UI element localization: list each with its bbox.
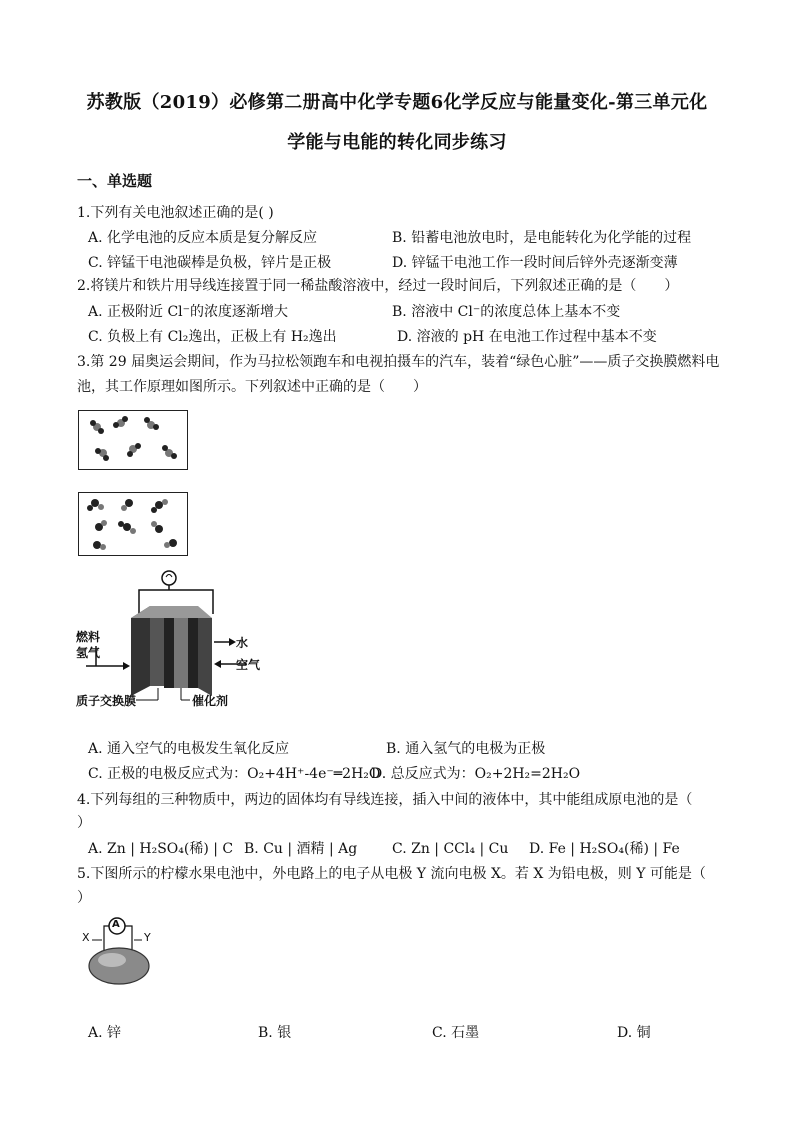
question-3-option-c: C. 正极的电极反应式为：O₂+4H⁺-4e⁻═2H₂O: [88, 766, 381, 782]
page-title-line-1: 苏教版（2019）必修第二册高中化学专题6化学反应与能量变化-第三单元化: [86, 92, 708, 113]
molecule-box-1: [78, 410, 188, 470]
question-1-stem: 1.下列有关电池叙述正确的是( ): [77, 205, 274, 221]
molecule-box-2: [78, 492, 188, 556]
molecule-diagram-2: [79, 493, 187, 555]
question-1-option-c: C. 锌锰干电池碳棒是负极，锌片是正极: [88, 255, 332, 271]
question-2-stem: 2.将镁片和铁片用导线连接置于同一稀盐酸溶液中，经过一段时间后，下列叙述正确的是（ ）: [77, 278, 679, 294]
question-5-stem-line-2: ）: [77, 890, 91, 906]
question-1-option-a: A. 化学电池的反应本质是复分解反应: [88, 230, 318, 246]
electrode-x-label: X: [82, 931, 90, 944]
page-title-line-2: 学能与电能的转化同步练习: [287, 132, 507, 153]
question-5-option-a: A. 锌: [88, 1025, 122, 1041]
lemon-battery-diagram: [82, 914, 162, 986]
question-5-option-c: C. 石墨: [432, 1025, 480, 1041]
question-2-option-d: D. 溶液的 pH 在电池工作过程中基本不变: [397, 329, 657, 345]
question-4-option-d: D. Fe | H₂SO₄(稀) | Fe: [529, 841, 680, 857]
question-5-option-b: B. 银: [258, 1025, 292, 1041]
membrane-label: 质子交换膜: [76, 694, 137, 708]
section-heading: 一、单选题: [77, 172, 153, 190]
lemon-battery-svg: [82, 914, 162, 986]
water-label: 水: [236, 636, 249, 650]
question-2-option-c: C. 负极上有 Cl₂逸出，正极上有 H₂逸出: [88, 329, 337, 345]
question-4-option-a: A. Zn | H₂SO₄(稀) | C: [88, 841, 234, 857]
fuel-cell-diagram: [76, 568, 276, 718]
question-3-option-d: D. 总反应式为：O₂+2H₂=2H₂O: [371, 766, 581, 782]
question-3-stem-line-1: 3.第 29 届奥运会期间，作为马拉松领跑车和电视拍摄车的汽车，装着“绿色心脏”——质子交换膜燃料电: [77, 354, 720, 370]
question-4-option-c: C. Zn | CCl₄ | Cu: [392, 841, 509, 857]
question-3-option-b: B. 通入氢气的电极为正极: [386, 741, 546, 757]
question-3-stem-line-2: 池，其工作原理如图所示。下列叙述中正确的是（ ）: [77, 379, 427, 395]
question-4-stem-line-2: ）: [77, 815, 91, 831]
question-5-option-d: D. 铜: [617, 1025, 651, 1041]
question-2-option-a: A. 正极附近 Cl⁻的浓度逐渐增大: [88, 304, 289, 320]
fuel-label: 燃料: [76, 630, 101, 644]
question-1-option-b: B. 铅蓄电池放电时，是电能转化为化学能的过程: [392, 230, 692, 246]
question-4-stem-line-1: 4.下列每组的三种物质中，两边的固体均有导线连接，插入中间的液体中，其中能组成原电池的是（: [77, 792, 693, 808]
question-1-option-d: D. 锌锰干电池工作一段时间后锌外壳逐渐变薄: [392, 255, 678, 271]
question-5-stem-line-1: 5.下图所示的柠檬水果电池中，外电路上的电子从电极 Y 流向电极 X。若 X 为铅电极，则 Y 可能是（: [77, 866, 706, 882]
air-label: 空气: [236, 658, 261, 672]
question-2-option-b: B. 溶液中 Cl⁻的浓度总体上基本不变: [392, 304, 621, 320]
catalyst-label: 催化剂: [192, 694, 229, 708]
question-3-option-a: A. 通入空气的电极发生氧化反应: [88, 741, 290, 757]
electrode-y-label: Y: [144, 931, 151, 944]
question-4-option-b: B. Cu | 酒精 | Ag: [244, 841, 358, 857]
ammeter-label: A: [112, 919, 120, 930]
hydrogen-label: 氢气: [76, 646, 101, 660]
molecule-diagram-1: [79, 411, 187, 469]
